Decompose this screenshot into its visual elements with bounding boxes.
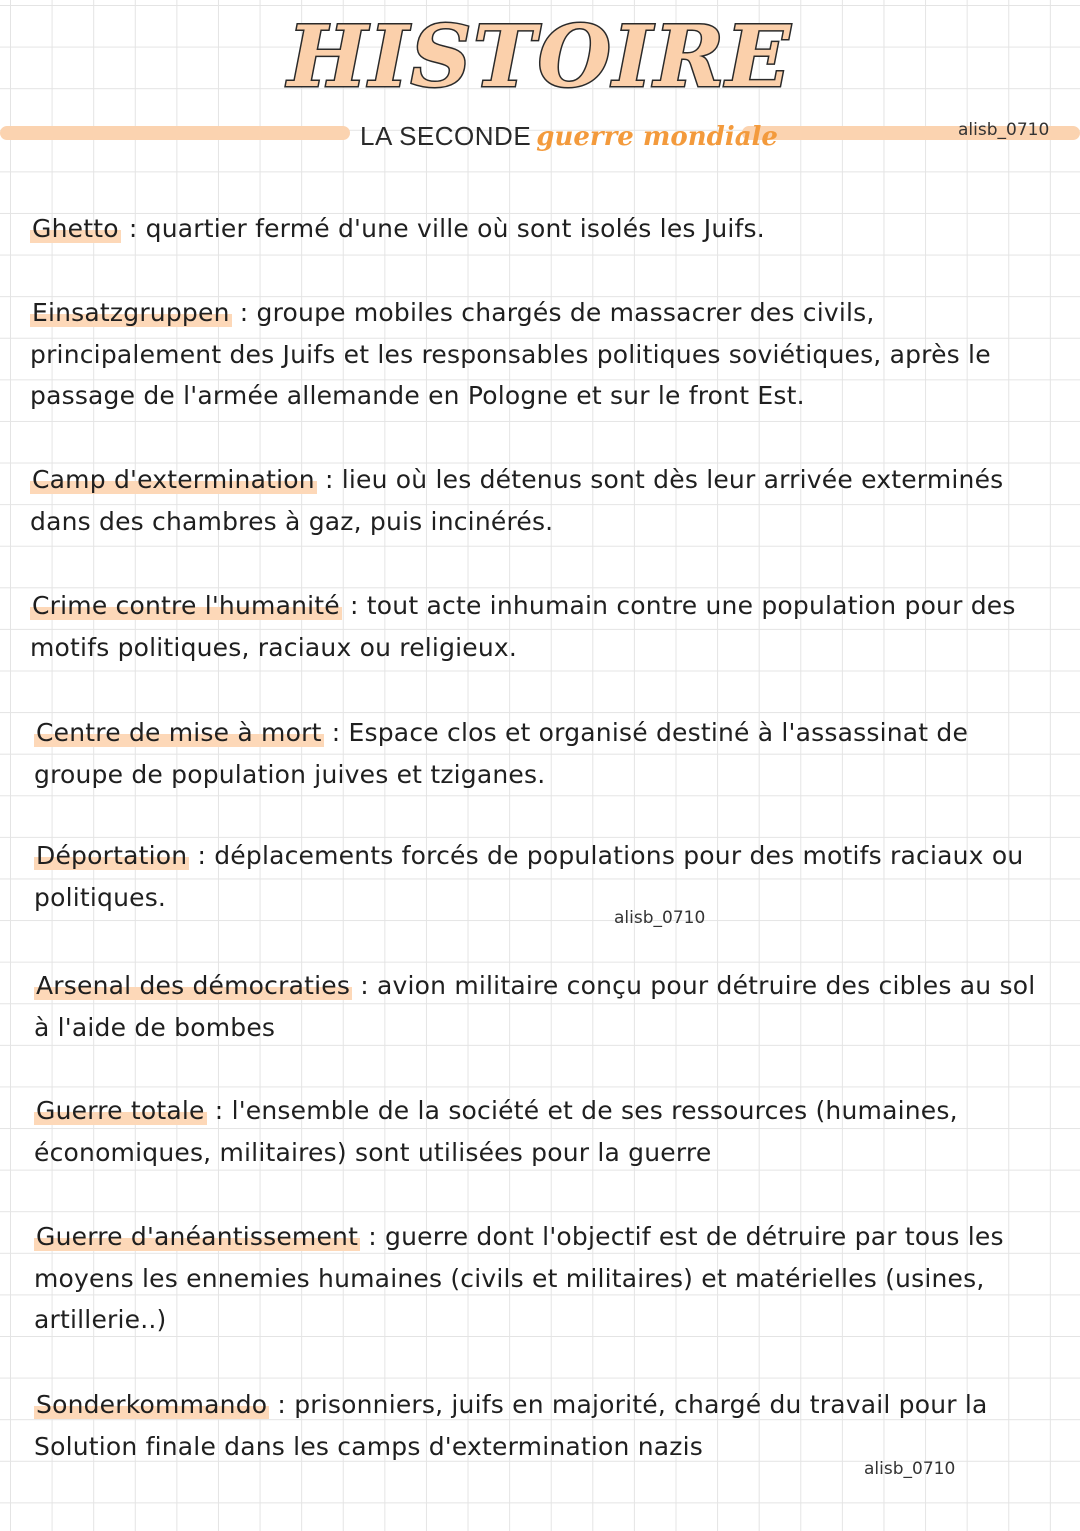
header-band-left: [0, 126, 350, 140]
subtitle-script: guerre mondiale: [536, 122, 778, 152]
definition-term: Crime contre l'humanité: [32, 591, 340, 620]
definition-item: Déportation : déplacements forcés de populations pour des motifs raciaux ou politiques.: [34, 841, 1024, 912]
page-title: HISTOIRE: [287, 7, 793, 106]
definition-term: Centre de mise à mort: [36, 718, 322, 747]
definition-term: Ghetto: [32, 214, 119, 243]
definition-text: tout acte inhumain contre une population pour des motifs politiques, raciaux ou religieux.: [30, 591, 1016, 662]
definition-text: déplacements forcés de populations pour des motifs raciaux ou politiques.: [34, 841, 1024, 912]
watermark-top: alisb_0710: [958, 120, 1050, 140]
definition-term: Arsenal des démocraties: [36, 971, 351, 1000]
definition-term: Guerre totale: [36, 1096, 205, 1125]
definition-item: Guerre d'anéantissement : guerre dont l'objectif est de détruire par tous les moyens les ennemies humaines (civils et militaires) et matérielles (usines, artillerie..): [34, 1222, 1004, 1335]
definition-item: Guerre totale : l'ensemble de la société et de ses ressources (humaines, économiques, militaires) sont utilisées pour la guerre: [34, 1096, 958, 1167]
definition-term: Camp d'extermination: [32, 465, 315, 494]
subtitle-plain: LA SECONDE: [360, 121, 532, 151]
definition-item: Camp d'extermination : lieu où les détenus sont dès leur arrivée exterminés dans des chambres à gaz, puis incinérés.: [30, 465, 1004, 536]
definition-text: l'ensemble de la société et de ses ressources (humaines, économiques, militaires) sont utilisées pour la guerre: [34, 1096, 958, 1167]
definition-item: Crime contre l'humanité : tout acte inhumain contre une population pour des motifs politiques, raciaux ou religieux.: [30, 591, 1016, 662]
definition-text: groupe mobiles chargés de massacrer des civils, principalement des Juifs et les responsables politiques soviétiques, après le passage de l'armée allemande en Pologne et sur le front Est.: [30, 298, 991, 411]
definition-term: Déportation: [36, 841, 188, 870]
definition-text: quartier fermé d'une ville où sont isolés les Juifs.: [145, 214, 765, 243]
definition-term: Einsatzgruppen: [32, 298, 230, 327]
definition-item: Sonderkommando : prisonniers, juifs en majorité, chargé du travail pour la Solution finale dans les camps d'extermination nazis: [34, 1390, 988, 1461]
definition-item: Centre de mise à mort : Espace clos et organisé destiné à l'assassinat de groupe de population juives et tziganes.: [34, 718, 969, 789]
watermark-middle: alisb_0710: [614, 908, 706, 928]
definition-item: Einsatzgruppen : groupe mobiles chargés de massacrer des civils, principalement des Juifs et les responsables politiques soviétiques, après le passage de l'armée allemande en Pologne et sur le front Est.: [30, 298, 991, 411]
definition-item: Arsenal des démocraties : avion militaire conçu pour détruire des cibles au sol à l'aide de bombes: [34, 971, 1036, 1042]
definition-text: avion militaire conçu pour détruire des cibles au sol à l'aide de bombes: [34, 971, 1036, 1042]
definition-item: Ghetto : quartier fermé d'une ville où sont isolés les Juifs.: [32, 214, 765, 243]
definition-text: guerre dont l'objectif est de détruire par tous les moyens les ennemies humaines (civils et militaires) et matérielles (usines, artillerie..): [34, 1222, 1004, 1335]
definition-term: Guerre d'anéantissement: [36, 1222, 359, 1251]
page-subtitle: [360, 116, 778, 160]
definition-text: lieu où les détenus sont dès leur arrivée exterminés dans des chambres à gaz, puis incinérés.: [30, 465, 1004, 536]
definition-term: Sonderkommando: [36, 1390, 268, 1419]
definition-text: Espace clos et organisé destiné à l'assassinat de groupe de population juives et tziganes.: [34, 718, 969, 789]
watermark-bottom: alisb_0710: [864, 1459, 956, 1479]
definition-text: prisonniers, juifs en majorité, chargé du travail pour la Solution finale dans les camps d'extermination nazis: [34, 1390, 988, 1461]
